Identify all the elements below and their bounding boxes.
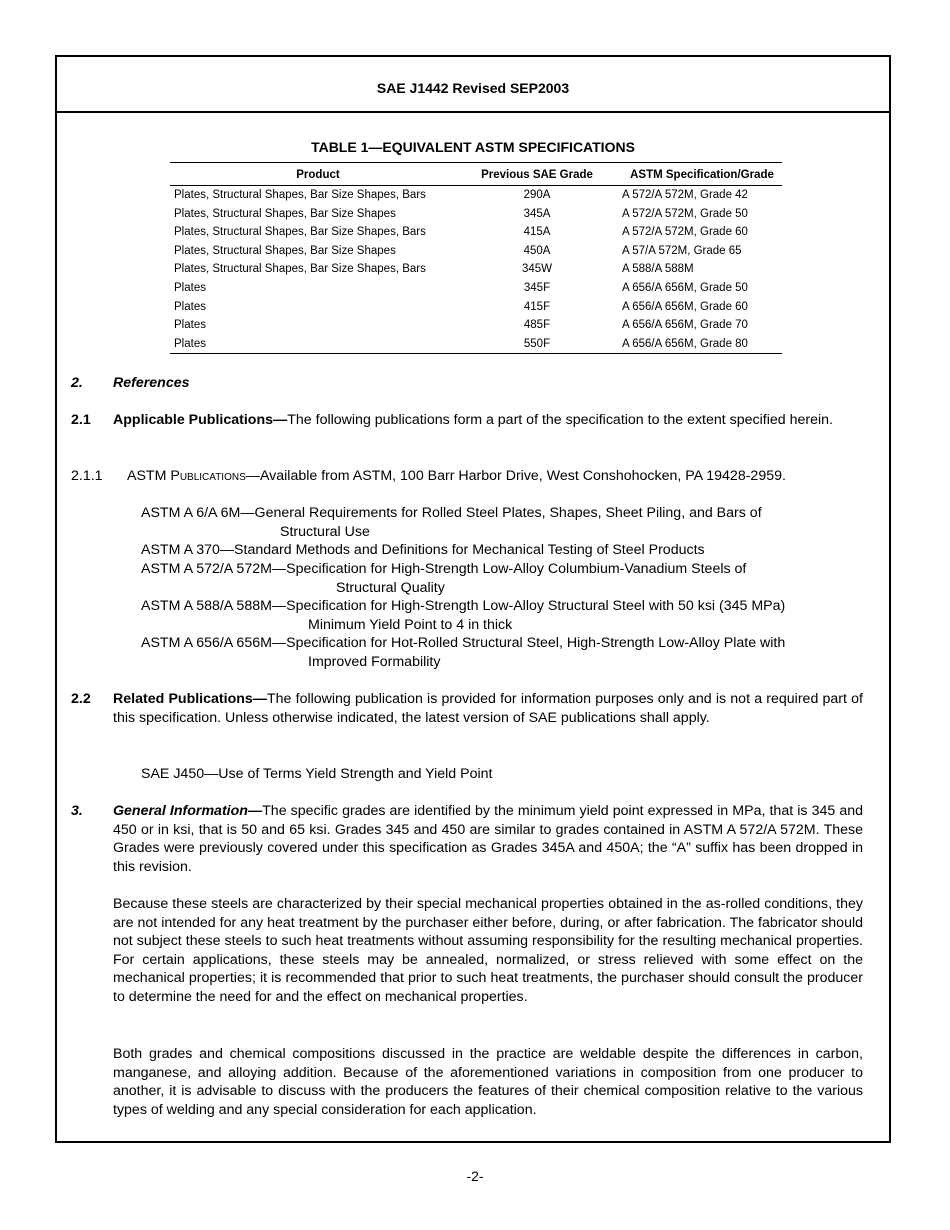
table-cell: Plates — [174, 281, 206, 294]
table-cell: A 572/A 572M, Grade 50 — [622, 207, 748, 220]
table-header-row — [170, 163, 782, 186]
table-row — [170, 223, 782, 242]
table-cell: Plates, Structural Shapes, Bar Size Shapes, Bars — [174, 189, 426, 201]
table-cell: Plates, Structural Shapes, Bar Size Shapes, Bars — [174, 226, 426, 239]
section-text — [113, 802, 863, 876]
table-cell: Plates, Structural Shapes, Bar Size Shapes — [174, 244, 396, 257]
table-cell: A 656/A 656M, Grade 50 — [622, 281, 748, 294]
section-text — [113, 690, 863, 727]
table-cell: 345W — [521, 263, 553, 276]
reference-continuation: Minimum Yield Point to 4 in thick — [308, 616, 513, 633]
section-body: The specific grades are identified by the minimum yield point expressed in MPa, that is 345 and 450 or in ksi, that is 50 and 65 ksi. Grades 345 and 450 are similar to grades contained in ASTM A 572/A 572M. These Grades were previously covered under this specification as Grades 345A and 450A; the “A” suffix has been dropped in this revision. — [113, 803, 863, 875]
column-header: Previous SAE Grade — [462, 163, 612, 186]
table-cell: A 588/A 588M — [622, 263, 694, 276]
reference-continuation: Structural Use — [280, 523, 370, 540]
reference-item — [141, 560, 863, 597]
table-row — [170, 279, 782, 298]
table-cell: 345A — [523, 207, 551, 220]
table-row — [170, 186, 782, 205]
section-title: References — [113, 375, 190, 391]
reference-text: ASTM A 572/A 572M—Specification for High-Strength Low-Alloy Columbium-Vanadium Steels of — [141, 561, 747, 577]
table-cell: 290A — [523, 189, 551, 201]
column-header: Product — [170, 163, 462, 186]
reference-item — [141, 597, 863, 634]
sae-reference: SAE J450—Use of Terms Yield Strength and Yield Point — [141, 766, 493, 782]
table-cell: 485F — [523, 319, 551, 332]
table-cell: 450A — [523, 244, 551, 257]
section-body: —Available from ASTM, 100 Barr Harbor Drive, West Conshohocken, PA 19428-2959. — [245, 468, 786, 484]
column-header: ASTM Specification/Grade — [612, 163, 782, 186]
reference-text: ASTM A 588/A 588M—Specification for High-Strength Low-Alloy Structural Steel with 50 ksi (345 MPa) — [141, 598, 786, 614]
table-row — [170, 260, 782, 279]
table-title: TABLE 1—EQUIVALENT ASTM SPECIFICATIONS — [311, 139, 635, 155]
section-text — [127, 467, 869, 486]
page-number: -2- — [466, 1168, 484, 1184]
table-cell: A 572/A 572M, Grade 60 — [622, 226, 748, 239]
table-cell: A 572/A 572M, Grade 42 — [622, 189, 748, 201]
section-title: Applicable Publications— — [113, 412, 288, 428]
section-number: 2. — [71, 375, 83, 391]
table-cell: Plates, Structural Shapes, Bar Size Shapes — [174, 207, 396, 220]
reference-text: ASTM A 656/A 656M—Specification for Hot-Rolled Structural Steel, High-Strength Low-Alloy Plate with — [141, 635, 786, 651]
section-title: Related Publications— — [113, 691, 267, 707]
section-text — [113, 411, 863, 430]
reference-text: ASTM A 370—Standard Methods and Definitions for Mechanical Testing of Steel Products — [141, 542, 705, 558]
table-cell: 415F — [523, 300, 551, 313]
section-number: 2.2 — [71, 691, 91, 707]
reference-item — [141, 634, 863, 671]
table-row — [170, 205, 782, 224]
table-cell: Plates — [170, 335, 462, 354]
section-number: 3. — [71, 803, 83, 819]
document-title: SAE J1442 Revised SEP2003 — [376, 80, 570, 96]
section-title: General Information— — [113, 803, 263, 819]
table-row — [170, 242, 782, 261]
section-title: ASTM Publications — [127, 468, 246, 484]
table-row — [170, 335, 782, 354]
document-header — [57, 57, 889, 113]
table-row — [170, 298, 782, 317]
section-number: 2.1.1 — [71, 468, 103, 484]
table-cell: 550F — [462, 335, 612, 354]
table-cell: A 656/A 656M, Grade 80 — [612, 335, 782, 354]
reference-continuation: Improved Formability — [308, 653, 441, 670]
paragraph-heat-treatment: Because these steels are characterized by their special mechanical properties obtained in the as-rolled conditions, they are not intended for any heat treatment by the purchaser either before, during, or after fabrication. The fabricator should not subject these steels to such heat treatments without assuming responsibility for the resulting mechanical properties. For certain applications, these steels may be annealed, normalized, or stress relieved with some effect on the mechanical properties; it is recommended that prior to such heat treatments, the purchaser should consult the producer to determine the need for and the effect on mechanical properties. — [113, 896, 863, 1005]
table-row — [170, 316, 782, 335]
table-cell: 345F — [523, 281, 551, 294]
reference-text: ASTM A 6/A 6M—General Requirements for Rolled Steel Plates, Shapes, Sheet Piling, and Bars of — [141, 505, 762, 521]
section-number: 2.1 — [71, 412, 91, 428]
table-cell: A 656/A 656M, Grade 70 — [622, 319, 748, 332]
reference-item — [141, 504, 863, 541]
section-body: The following publication is provided for information purposes only and is not a required part of this specification. Unless otherwise indicated, the latest version of SAE publications shall apply. — [113, 691, 863, 726]
table-cell: Plates, Structural Shapes, Bar Size Shapes, Bars — [174, 263, 426, 276]
table-cell: 415A — [523, 226, 551, 239]
reference-item — [141, 541, 863, 560]
section-body: The following publications form a part of the specification to the extent specified herein. — [287, 412, 833, 428]
reference-continuation: Structural Quality — [336, 579, 445, 596]
table-cell: Plates — [174, 300, 206, 313]
table-cell: Plates — [174, 319, 206, 332]
page-frame — [55, 55, 891, 1143]
table-cell: A 57/A 572M, Grade 65 — [622, 244, 742, 257]
paragraph-weldability: Both grades and chemical compositions discussed in the practice are weldable despite the differences in carbon, manganese, and alloying addition. Because of the aforementioned variations in composition from one producer to another, it is advisable to discuss with the producers the features of their chemical composition relative to the various types of welding and any special consideration for each application. — [113, 1046, 863, 1118]
table-cell: A 656/A 656M, Grade 60 — [622, 300, 748, 313]
equivalent-astm-table — [170, 162, 782, 354]
